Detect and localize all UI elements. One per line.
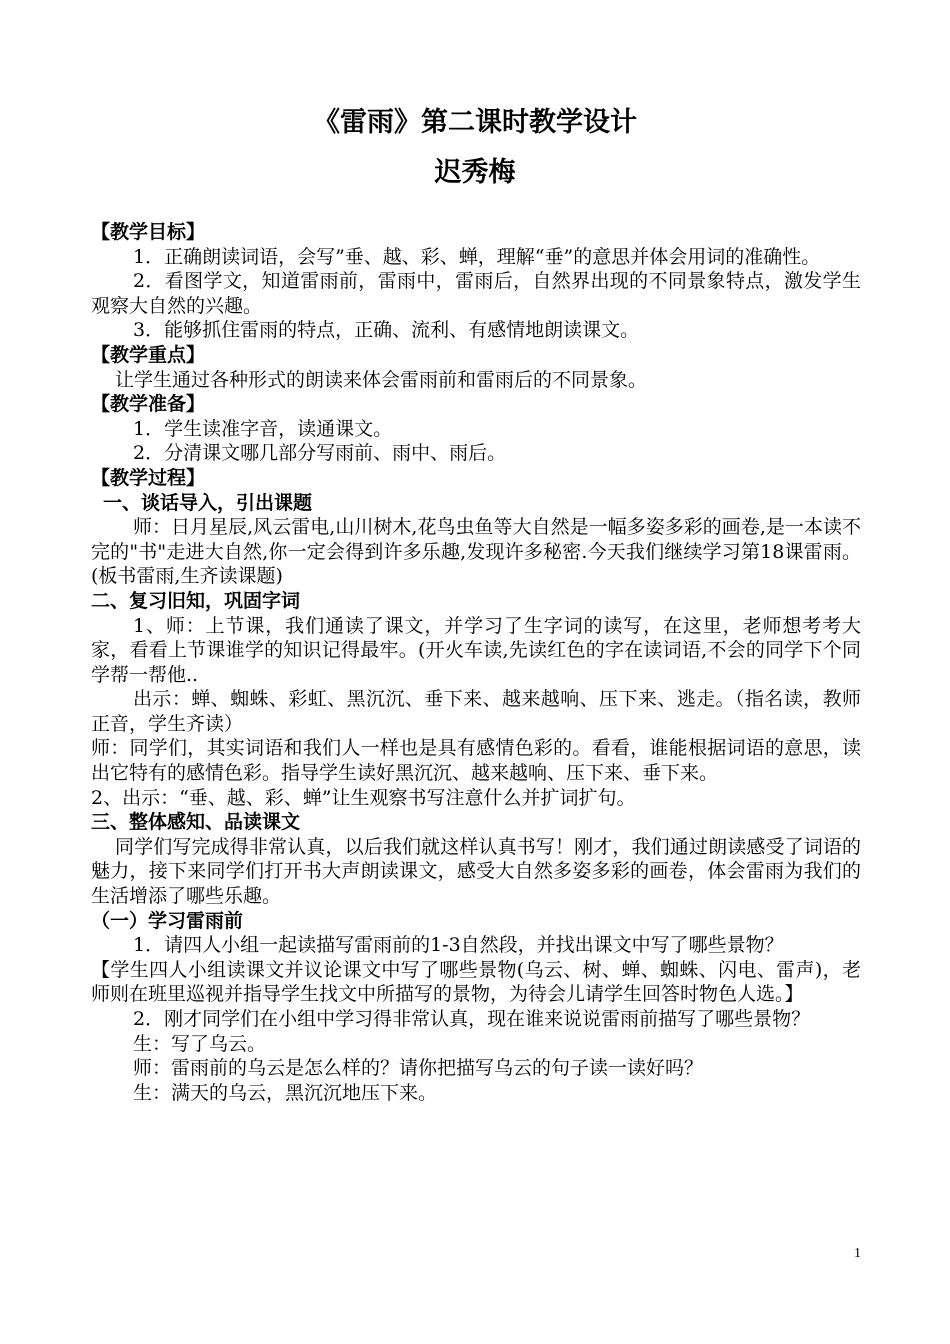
subsection-heading-1: 一、谈话导入，引出课题	[103, 491, 313, 514]
section-heading-focus: 【教学重点】	[91, 343, 206, 366]
section-heading-process: 【教学过程】	[91, 466, 206, 489]
paragraph-goal-3: 3．能够抓住雷雨的特点，正确、流利、有感情地朗读课文。	[133, 319, 640, 342]
paragraph-sub1-6: 生：满天的乌云，黑沉沉地压下来。	[133, 1081, 438, 1104]
paragraph-sub1-1: 1．请四人小组一起读描写雷雨前的1-3自然段，并找出课文中写了哪些景物？	[133, 934, 784, 957]
paragraph-focus: 让学生通过各种形式的朗读来体会雷雨前和雷雨后的不同景象。	[115, 368, 648, 391]
document-author: 迟秀梅	[434, 157, 516, 188]
paragraph-sec2-1: 1、师：上节课，我们通读了课文，并学习了生字词的读写，在这里，老师想考考大家，看看上节课谁学的知识记得最牢。(开火车读,先读红色的字在读词语,不会的同学下个同学帮一帮他..	[91, 614, 861, 686]
subsection-heading-3-1: （一）学习雷雨前	[91, 909, 244, 932]
document-title: 《雷雨》第二课时教学设计	[313, 107, 637, 138]
paragraph-prep-2: 2．分清课文哪几部分写雨前、雨中、雨后。	[133, 442, 507, 465]
paragraph-sec3-1: 同学们写完成得非常认真，以后我们就这样认真书写！刚才，我们通过朗读感受了词语的魅力，接下来同学们打开书大声朗读课文，感受大自然多姿多彩的画卷，体会雷雨为我们的生活增添了哪些乐趣。	[91, 835, 861, 908]
paragraph-sub1-2: 【学生四人小组读课文并议论课文中写了哪些景物(乌云、树、蝉、蜘蛛、闪电、雷声)，老师则在班里巡视并指导学生找文中所描写的景物，为待会儿请学生回答时物色人选。】	[91, 958, 861, 1006]
paragraph-sec2-2: 出示：蝉、蜘蛛、彩虹、黑沉沉、垂下来、越来越响、压下来、逃走。（指名读，教师正音，学生齐读）	[91, 688, 861, 735]
document-body	[91, 220, 861, 1105]
paragraph-sub1-4: 生：写了乌云。	[133, 1032, 267, 1055]
section-heading-prep: 【教学准备】	[91, 393, 206, 416]
page-number: 1	[854, 1246, 861, 1261]
paragraph-sec1: 师：日月星辰,风云雷电,山川树木,花鸟虫鱼等大自然是一幅多姿多彩的画卷,是一本读不完的"书"走进大自然,你一定会得到许多乐趣,发现许多秘密.今天我们继续学习第18课雷雨。(板书雷雨,生齐读课题)	[91, 516, 861, 588]
subsection-heading-3: 三、整体感知、品读课文	[91, 811, 301, 834]
subsection-heading-2: 二、复习旧知，巩固字词	[91, 589, 301, 612]
paragraph-sub1-5: 师：雷雨前的乌云是怎么样的？请你把描写乌云的句子读一读好吗？	[133, 1057, 704, 1080]
paragraph-prep-1: 1．学生读准字音，读通课文。	[133, 417, 393, 440]
paragraph-sub1-3: 2．刚才同学们在小组中学习得非常认真，现在谁来说说雷雨前描写了哪些景物？	[133, 1008, 811, 1030]
paragraph-goal-2: 2．看图学文，知道雷雨前，雷雨中，雷雨后，自然界出现的不同景象特点，激发学生观察大自然的兴趣。	[91, 270, 861, 317]
paragraph-sec2-3: 师：同学们，其实词语和我们人一样也是具有感情色彩的。看看，谁能根据词语的意思，读出它特有的感情色彩。指导学生读好黑沉沉、越来越响、压下来、垂下来。	[91, 737, 861, 785]
paragraph-sec2-4: 2、出示：“垂、越、彩、蝉”让生观察书写注意什么并扩词扩句。	[91, 786, 636, 809]
section-heading-goals: 【教学目标】	[91, 221, 206, 243]
paragraph-goal-1: 1．正确朗读词语，会写”垂、越、彩、蝉，理解“垂”的意思并体会用词的准确性。	[133, 245, 821, 268]
